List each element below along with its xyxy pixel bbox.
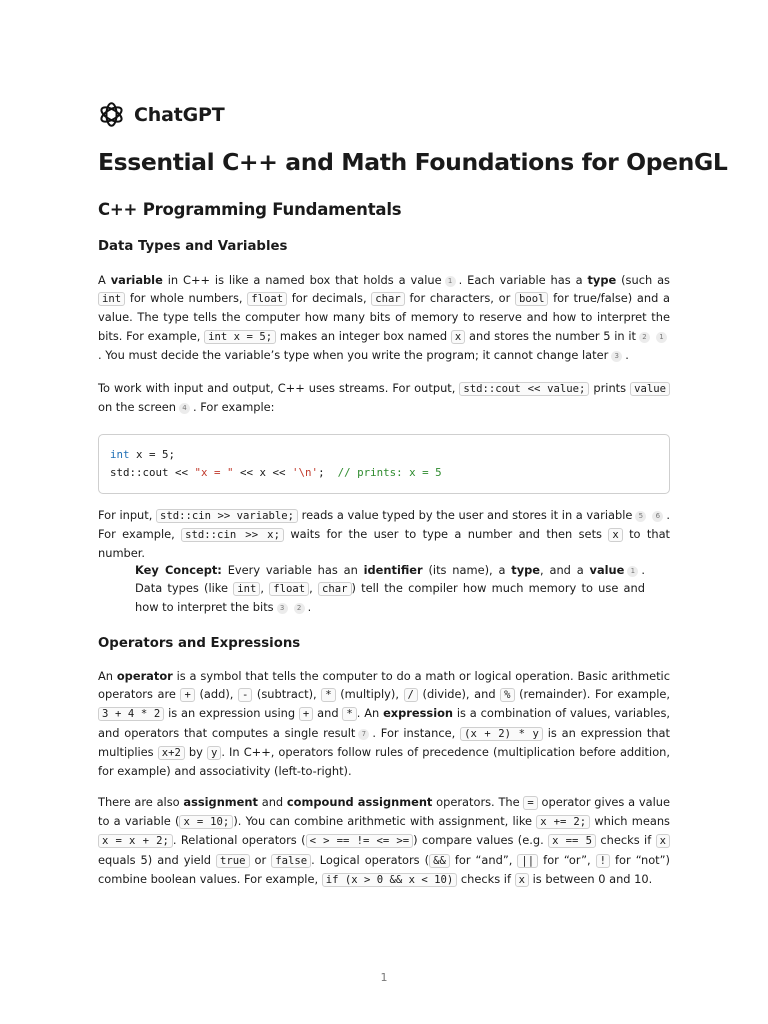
inline-code: int — [98, 292, 125, 306]
inline-code: * — [321, 688, 335, 702]
inline-code: || — [517, 854, 538, 868]
citation-badge[interactable]: 1 — [445, 276, 456, 287]
citation-badge[interactable]: 1 — [656, 332, 667, 343]
paragraph-output: To work with input and output, C++ uses streams. For output, std::cout << value; prints value on the screen 4 . For example: — [98, 379, 670, 416]
inline-code: ! — [596, 854, 610, 868]
inline-code: bool — [515, 292, 549, 306]
inline-code: x == 5 — [548, 834, 596, 848]
inline-code: 3 + 4 * 2 — [98, 707, 164, 721]
citation-badge[interactable]: 6 — [652, 511, 663, 522]
inline-code: std::cin >> x; — [181, 528, 284, 542]
paragraph-input: For input, std::cin >> variable; reads a value typed by the user and stores it in a variable 5 6 . For example, std::cin >> x; waits for the user to type a number and then sets x to that number. — [98, 508, 671, 561]
inline-code: float — [269, 582, 309, 596]
inline-code: && — [429, 854, 450, 868]
paragraph-operators: An operator is a symbol that tells the computer to do a math or logical operation. Basic arithmetic operators are + (add), - (subtract), * (multiply), / (divide), and % (remainder). For example, 3 + 4 * 2 is an expression using + and * . An expression is a combination of values, variables, and operators that computes a single result 7 . For instance, (x + 2) * y is an expression that multiplies x+2 by y . In C++, operators follow rules of precedence (multiplication before addition, for example) and associativity (left-to-right). — [98, 669, 670, 779]
inline-code: * — [342, 707, 356, 721]
inline-code: x — [515, 873, 529, 887]
chatgpt-logo — [98, 101, 224, 128]
citation-badge[interactable]: 3 — [277, 603, 288, 614]
inline-code: true — [216, 854, 250, 868]
inline-code: x+2 — [158, 746, 185, 760]
inline-code: y — [207, 746, 221, 760]
citation-badge[interactable]: 7 — [358, 729, 369, 740]
inline-code: int — [233, 582, 260, 596]
inline-code: x — [656, 834, 670, 848]
inline-code: < > == != <= >= — [306, 834, 414, 848]
section-heading-cpp: C++ Programming Fundamentals — [98, 200, 402, 219]
page-number: 1 — [380, 971, 388, 984]
citation-badge[interactable]: 4 — [179, 403, 190, 414]
inline-code: char — [318, 582, 352, 596]
inline-code: x = 10; — [179, 815, 233, 829]
openai-logo-icon — [98, 101, 125, 128]
citation-badge[interactable]: 2 — [639, 332, 650, 343]
citation-badge[interactable]: 1 — [627, 566, 638, 577]
inline-code: / — [404, 688, 418, 702]
subsection-heading-operators: Operators and Expressions — [98, 636, 301, 651]
inline-code: std::cin >> variable; — [156, 509, 298, 523]
inline-code: std::cout << value; — [459, 382, 589, 396]
inline-code: - — [238, 688, 252, 702]
citation-badge[interactable]: 2 — [294, 603, 305, 614]
inline-code: char — [371, 292, 405, 306]
inline-code: value — [630, 382, 670, 396]
inline-code: = — [523, 796, 537, 810]
inline-code: % — [500, 688, 514, 702]
subsection-heading-data-types: Data Types and Variables — [98, 239, 288, 254]
code-line: int x = 5; — [110, 448, 176, 461]
inline-code: int x = 5; — [204, 330, 276, 344]
inline-code: + — [299, 707, 313, 721]
inline-code: false — [271, 854, 311, 868]
inline-code: x = x + 2; — [98, 834, 173, 848]
citation-badge[interactable]: 3 — [611, 351, 622, 362]
paragraph-variables: A variable in C++ is like a named box that holds a value 1 . Each variable has a type (such as int for whole numbers, float for decimals, char for characters, or bool for true/false) and a value. The type tells the computer how many bits of memory to reserve and how to interpret the bits. For example, int x = 5; makes an integer box named x and stores the number 5 in it 2 1. You must decide the variable’s type when you write the program; it cannot change later 3 . — [98, 273, 670, 362]
inline-code: (x + 2) * y — [460, 727, 543, 741]
inline-code: x — [608, 528, 622, 542]
paragraph-assignment: There are also assignment and compound assignment operators. The = operator gives a value to a variable ( x = 10; ). You can combine arithmetic with assignment, like x += 2; which means x = x + 2; . Relational operators ( < > == != <= >= ) compare values (e.g. x == 5 checks if x equals 5) and yield true or false . Logical operators ( && for “and”, || for “or”, ! for “not”) combine boolean values. For example, if (x > 0 && x < 10) checks if x is between 0 and 10. — [98, 795, 670, 886]
inline-code: float — [247, 292, 287, 306]
inline-code: x += 2; — [536, 815, 590, 829]
code-line: std::cout << "x = " << x << '\n'; // prints: x = 5 — [110, 466, 442, 479]
key-concept-note: Key Concept: Every variable has an identifier (its name), a type, and a value 1 . Data types (like int , float , char ) tell the compiler how much memory to use and how to interpret the bits 3 2 . — [135, 563, 645, 615]
logo-text: ChatGPT — [134, 103, 225, 126]
inline-code: + — [180, 688, 194, 702]
inline-code: if (x > 0 && x < 10) — [322, 873, 458, 887]
inline-code: x — [451, 330, 465, 344]
document-title: Essential C++ and Math Foundations for OpenGL — [98, 148, 728, 176]
code-block[interactable] — [98, 434, 670, 494]
citation-badge[interactable]: 5 — [635, 511, 646, 522]
